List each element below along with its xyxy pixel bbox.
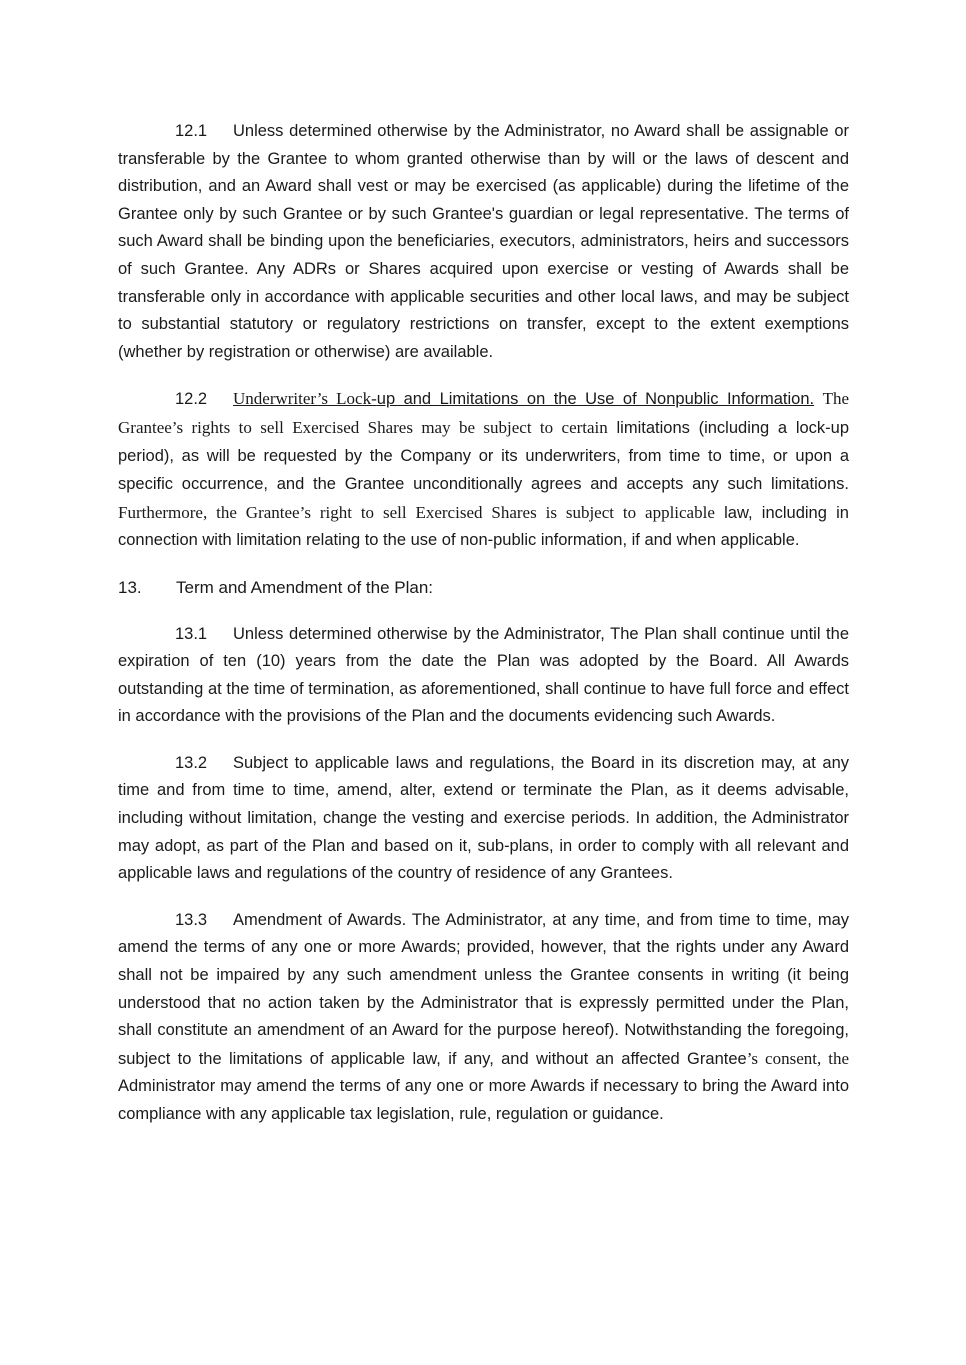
section-13-3: [118, 907, 849, 1129]
section-12-1: [118, 118, 849, 366]
section-heading-title: Term and Amendment of the Plan:: [176, 577, 434, 597]
section-text: Unless determined otherwise by the Administrator, no Award shall be assignable or transferable by the Grantee to whom granted otherwise than by will or the laws of descent and distribution, and an Award shall vest or may be exercised (as applicable) during the lifetime of the Grantee only by such Grantee or by such Grantee's guardian or legal representative. The terms of such Award shall be binding upon the beneficiaries, executors, administrators, heirs and successors of such Grantee. Any ADRs or Shares acquired upon exercise or vesting of Awards shall be transferable only in accordance with applicable securities and other local laws, and may be subject to substantial statutory or regulatory restrictions on transfer, except to the extent exemptions (whether by registration or otherwise) are available.: [118, 122, 849, 361]
section-12-2: [118, 385, 849, 555]
section-text: Amendment of Awards. The Administrator, at any time, and from time to time, may amend the terms of any one or more Awards; provided, however, that the rights under any Award shall not be impaired by any such amendment unless the Grantee consents in writing (it being understood that no action taken by the Administrator that is expressly permitted under the Plan, shall constitute an amendment of an Award for the purpose hereof). Notwithstanding the foregoing, subject to the limitations of applicable law, if any, and without an affected Grantee: [118, 910, 849, 1068]
section-text-serif: The Grantee’s rights to sell Exercised Shares may be subject to certain: [118, 389, 849, 437]
section-13-1: [118, 621, 849, 731]
section-number: 13.1: [175, 624, 208, 643]
document-page: [118, 118, 849, 1148]
section-number: 13.: [118, 577, 142, 597]
section-text: law, including in connection with limitation relating to the use of non-public information, if and when applicable.: [118, 503, 849, 550]
section-number: 12.2: [175, 390, 208, 409]
section-number: 12.1: [175, 122, 208, 140]
section-text: limitations (including a lock-up period), as will be requested by the Company or its underwriters, from time to time, or upon a specific occurrence, and the Grantee unconditionally agrees and accepts any such limitations.: [118, 418, 850, 494]
section-title-sans: up and Limitations on the Use of Nonpublic Information.: [376, 390, 815, 409]
section-text: Unless determined otherwise by the Administrator, The Plan shall continue until the expiration of ten (10) years from the date the Plan was adopted by the Board. All Awards outstanding at the time of termination, as aforementioned, shall continue to have full force and effect in accordance with the provisions of the Plan and the documents evidencing such Awards.: [118, 624, 849, 726]
section-title-serif: Underwriter’s Lock-: [233, 389, 377, 409]
section-text-serif: Furthermore, the Grantee’s right to sell Exercised Shares is subject to applicable: [118, 502, 715, 522]
section-13-2: [118, 750, 849, 888]
section-number: 13.2: [175, 753, 208, 772]
section-text: Subject to applicable laws and regulations, the Board in its discretion may, at any time and from time to time, amend, alter, extend or terminate the Plan, as it deems advisable, including without limitation, change the vesting and exercise periods. In addition, the Administrator may adopt, as part of the Plan and based on it, sub-plans, in order to comply with all relevant and applicable laws and regulations of the country of residence of any Grantees.: [118, 753, 849, 883]
section-13-heading: [118, 574, 849, 602]
section-text-serif: ’s consent, the: [746, 1048, 849, 1068]
section-text: Administrator may amend the terms of any one or more Awards if necessary to bring the Award into compliance with any applicable tax legislation, rule, regulation or guidance.: [118, 1077, 849, 1123]
section-number: 13.3: [175, 910, 208, 929]
section-title: [233, 390, 814, 408]
